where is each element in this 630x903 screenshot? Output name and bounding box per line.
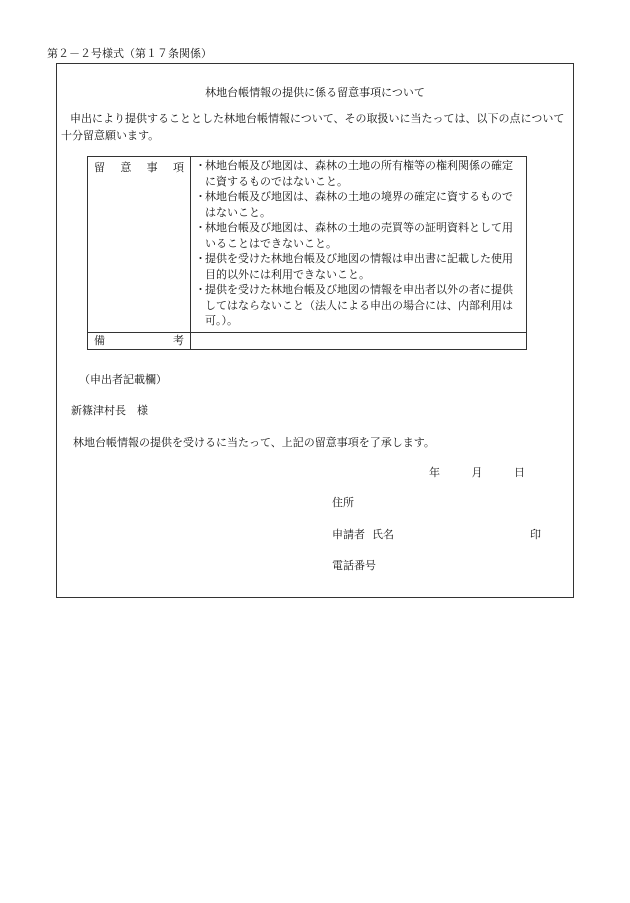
bullet: ・ [195,190,206,203]
phone-field[interactable] [332,557,376,573]
bullet: ・ [195,221,206,234]
phone-label: 電話番号 [332,559,376,572]
bullet: ・ [195,283,206,296]
applicant-label: 申請者 [332,528,365,541]
form-number: 第２－２号様式（第１７条関係） [47,47,212,60]
address-field[interactable] [332,494,354,510]
bullet: ・ [195,159,206,172]
notes-header-cell [88,157,191,333]
note-text: 林地台帳及び地図は、森林の土地の売買等の証明資料として用いることはできないこと。 [205,221,513,250]
date-month-label: 月 [471,466,483,479]
applicant-section-label: （申出者記載欄） [79,373,167,386]
notes-body-cell [191,157,527,333]
remarks-header [88,333,190,349]
applicant-name-field[interactable] [332,526,394,542]
note-item [195,158,522,189]
seal-mark: 印 [530,528,541,541]
form-frame [56,63,574,598]
note-text: 林地台帳及び地図は、森林の土地の境界の確定に資するものではないこと。 [205,190,513,219]
note-item [195,189,522,220]
remarks-header-char: 考 [173,333,184,347]
consent-statement: 林地台帳情報の提供を受けるに当たって、上記の留意事項を了承します。 [73,436,435,449]
note-text: 林地台帳及び地図は、森林の土地の所有権等の権利関係の確定に資するものではないこと。 [205,159,513,188]
note-item [195,220,522,251]
note-item [195,282,522,329]
remarks-value[interactable] [191,332,527,349]
address-label: 住所 [332,496,354,509]
notes-header [88,157,190,176]
note-text: 提供を受けた林地台帳及び地図の情報は申出書に記載した使用目的以外には利用できないこと。 [205,252,513,281]
remarks-header-cell [88,332,191,349]
addressee: 新篠津村長 様 [71,404,148,417]
notes-table [87,156,527,350]
date-line[interactable] [429,464,553,480]
date-year-label: 年 [429,466,440,479]
intro-text: 申出により提供することとした林地台帳情報について、その取扱いに当たっては、以下の点について十分留意願います。 [61,112,565,142]
notes-header-char: 留 [94,161,105,174]
bullet: ・ [195,252,206,265]
notes-header-char: 事 [146,161,158,174]
remarks-row [88,332,527,349]
notes-header-char: 項 [172,161,184,174]
notes-row [88,157,527,333]
remarks-header-char: 備 [94,333,105,347]
note-text: 提供を受けた林地台帳及び地図の情報を申出者以外の者に提供してはならないこと（法人による申出の場合には、内部利用は可。）。 [205,283,513,327]
notes-header-char: 意 [120,161,132,174]
name-label: 氏名 [372,528,394,541]
page-title: 林地台帳情報の提供に係る留意事項について [205,86,425,99]
date-day-label: 日 [514,466,525,479]
note-item [195,251,522,282]
